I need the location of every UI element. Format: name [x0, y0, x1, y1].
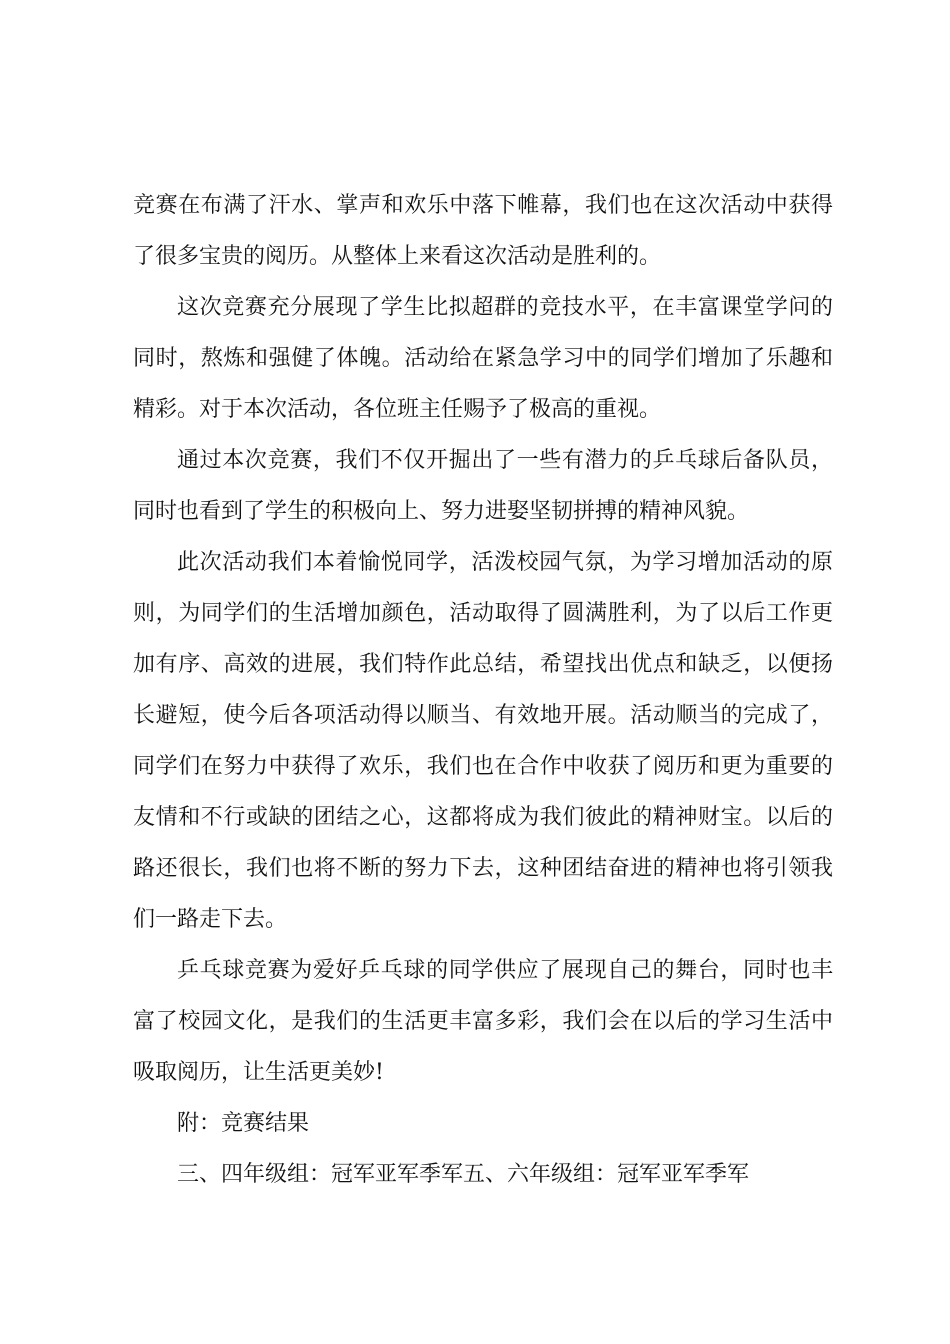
appendix-heading: 附：竞赛结果 — [177, 1111, 310, 1136]
paragraph-3: 通过本次竞赛，我们不仅开掘出了一些有潜力的乒乓球后备队员，同时也看到了学生的积极向上、努力进娶坚韧拼搏的精神风貌。 — [133, 448, 833, 524]
results-line: 三、四年级组：冠军亚军季军五、六年级组：冠军亚军季军 — [177, 1162, 750, 1187]
paragraph-2: 这次竞赛充分展现了学生比拟超群的竞技水平，在丰富课堂学问的同时，熬炼和强健了体魄。活动给在紧急学习中的同学们增加了乐趣和精彩。对于本次活动，各位班主任赐予了极高的重视。 — [133, 295, 833, 422]
paragraph-1: 竞赛在布满了汗水、掌声和欢乐中落下帷幕，我们也在这次活动中获得了很多宝贵的阅历。从整体上来看这次活动是胜利的。 — [133, 193, 833, 269]
document-body — [133, 180, 833, 1200]
paragraph-4: 此次活动我们本着愉悦同学，活泼校园气氛，为学习增加活动的原则，为同学们的生活增加颜色，活动取得了圆满胜利，为了以后工作更加有序、高效的进展，我们特作此总结，希望找出优点和缺乏，以便扬长避短，使今后各项活动得以顺当、有效地开展。活动顺当的完成了，同学们在努力中获得了欢乐，我们也在合作中收获了阅历和更为重要的友情和不行或缺的团结之心，这都将成为我们彼此的精神财宝。以后的路还很长，我们也将不断的努力下去，这种团结奋进的精神也将引领我们一路走下去。 — [133, 550, 833, 932]
paragraph-5: 乒乓球竞赛为爱好乒乓球的同学供应了展现自己的舞台，同时也丰富了校园文化，是我们的生活更丰富多彩，我们会在以后的学习生活中吸取阅历，让生活更美妙! — [133, 958, 833, 1085]
